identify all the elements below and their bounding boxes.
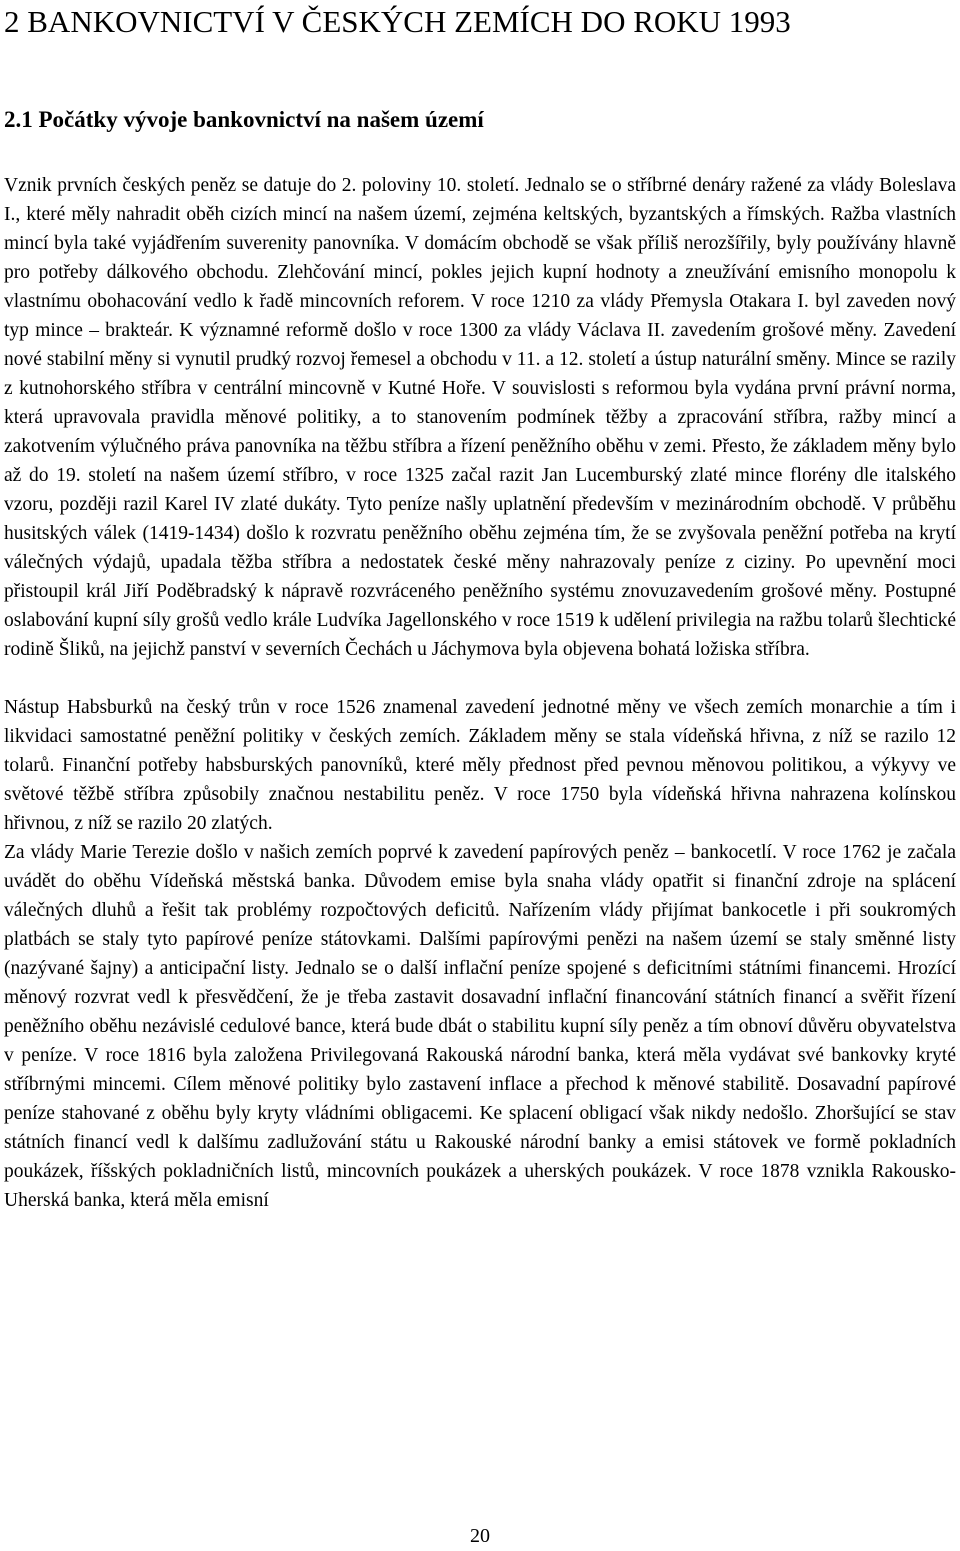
paragraph: Za vlády Marie Terezie došlo v našich zemích poprvé k zavedení papírových peněz – bankocetlí. V roce 1762 je začala uvádět do oběhu Vídeňská městská banka. Důvodem emise byla snaha vlády opatřit si finanční zdroje na splácení válečných dluhů a řešit tak problémy rozpočtových deficitů. Nařízením vlády přijímat bankocetle i při soukromých platbách se staly tyto papírové peníze státovkami. Dalšími papírovými penězi na našem území se staly směnné listy (nazývané šajny) a anticipační listy. Jednalo se o další inflační peníze spojené s deficitními státními financemi. Hrozící měnový rozvrat vedl k přesvědčení, že je třeba zastavit dosavadní inflační financování státních financí a svěřit řízení peněžního oběhu nezávislé cedulové bance, která bude dbát o stabilitu kupní síly peněz a tím obnoví důvěru obyvatelstva v peníze. V roce 1816 byla založena Privilegovaná Rakouská národní banka, která měla vydávat své bankovky kryté stříbrnými mincemi. Cílem měnové politiky bylo zastavení inflace a přechod k měnové stabilitě. Dosavadní papírové peníze stahované z oběhu byly kryty vládními obligacemi. Ke splacení obligací však nikdy nedošlo. Zhoršující se stav státních financí vedl k dalšímu zadlužování státu u Rakouské národní banky a emisi státovek ve formě pokladních poukázek, říšských pokladničních listů, mincovních poukázek a uherských poukázek. V roce 1878 vznikla Rakousko-Uherská banka, která měla emisní: [4, 842, 956, 1211]
paragraph: Vznik prvních českých peněz se datuje do 2. poloviny 10. století. Jednalo se o stříbrné denáry ražené za vlády Boleslava I., které měly nahradit oběh cizích mincí na našem území, zejména keltských, byzantských a římských. Ražba vlastních mincí byla také vyjádřením suverenity panovníka. V domácím obchodě se však příliš nerozšířily, byly používány hlavně pro potřeby dálkového obchodu. Zlehčování mincí, pokles jejich kupní hodnoty a zneužívání emisního monopolu k vlastnímu obohacování vedlo k řadě mincovních reforem. V roce 1210 za vlády Přemysla Otakara I. byl zaveden nový typ mince – brakteár. K významné reformě došlo v roce 1300 za vlády Václava II. zavedením grošové měny. Zavedení nové stabilní měny si vynutil prudký rozvoj řemesel a obchodu v 11. a 12. století a ústup naturální směny. Mince se razily z kutnohorského stříbra v centrální mincovně v Kutné Hoře. V souvislosti s reformou byla vydána první právní norma, která upravovala pravidla měnové politiky, a to stanovením podmínek těžby a zpracování stříbra, ražby mincí a zakotvením výlučného práva panovníka na těžbu stříbra a řízení peněžního oběhu v zemi. Přesto, že základem měny bylo až do 19. století na našem území stříbro, v roce 1325 začal razit Jan Lucemburský zlaté mince florény dle italského vzoru, později razil Karel IV zlaté dukáty. Tyto peníze našly uplatnění především v mezinárodním obchodě. V průběhu husitských válek (1419-1434) došlo k rozvratu peněžního oběhu zejména tím, že se zvyšovala peněžní potřeba na krytí válečných výdajů, upadala těžba stříbra a nedostatek české měny nahrazovaly peníze z ciziny. Po upevnění moci přistoupil král Jiří Poděbradský k nápravě rozvráceného peněžního systému znovuzavedením grošové měny. Postupné oslabování kupní síly grošů vedlo krále Ludvíka Jagellonského v roce 1519 k udělení privilegia na ražbu tolarů šlechtické rodině Šliků, na jejichž panství v severních Čechách u Jáchymova byla objevena bohatá ložiska stříbra.: [4, 175, 956, 660]
body-text: [4, 171, 956, 1215]
page-number: 20: [470, 1525, 490, 1547]
paragraph: Nástup Habsburků na český trůn v roce 1526 znamenal zavedení jednotné měny ve všech zemích monarchie a tím i likvidaci samostatné peněžní politiky v českých zemích. Základem měny se stala vídeňská hřivna, z níž se razilo 12 tolarů. Finanční potřeby habsburských panovníků, které měly přednost před pevnou měnovou politikou, a výkyvy ve světové těžbě stříbra způsobily značnou nestabilitu peněz. V roce 1750 byla vídeňská hřivna nahrazena kolínskou hřivnou, z níž se razilo 20 zlatých.: [4, 697, 956, 834]
section-heading: 2.1 Počátky vývoje bankovnictví na našem území: [4, 107, 484, 132]
chapter-heading: 2 BANKOVNICTVÍ V ČESKÝCH ZEMÍCH DO ROKU 1993: [4, 4, 791, 39]
